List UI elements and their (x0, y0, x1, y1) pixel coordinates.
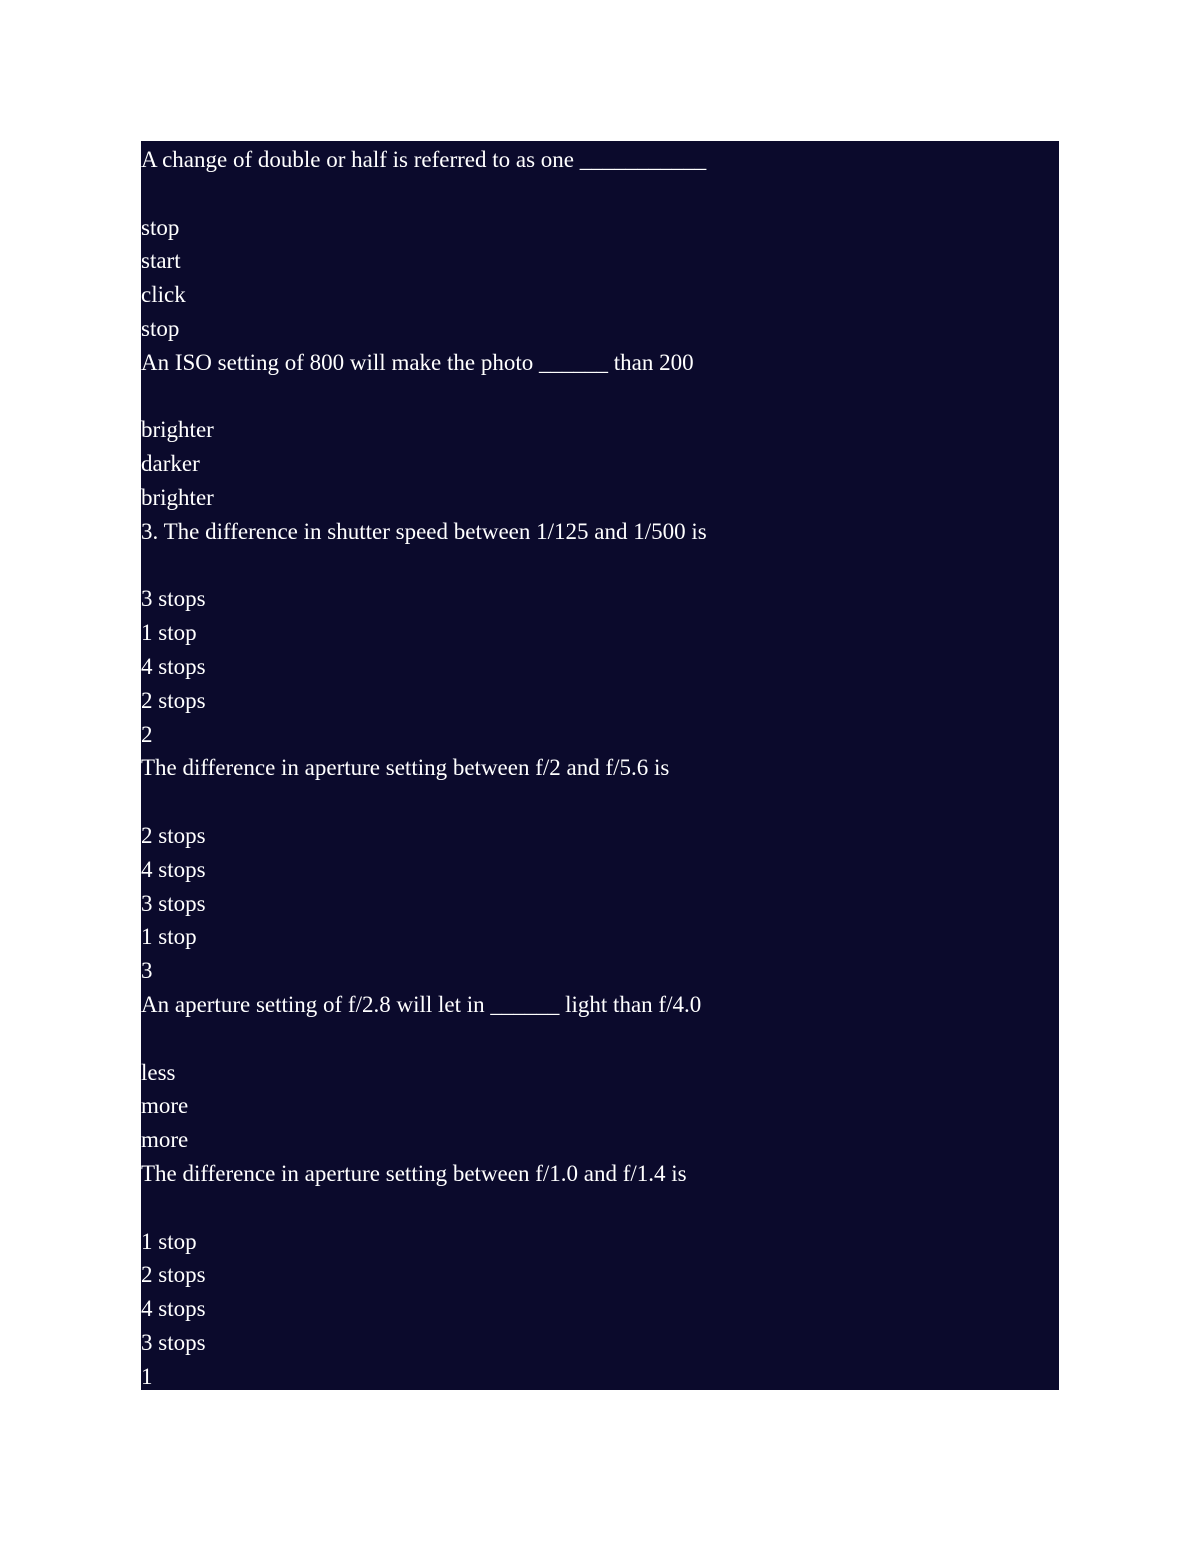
spacer (141, 1191, 1059, 1225)
spacer (141, 1022, 1059, 1056)
question-3-option-2: 1 stop (141, 620, 197, 646)
question-4-option-3: 3 stops (141, 890, 206, 916)
question-5-option-2: more (141, 1093, 189, 1119)
question-6-option-2: 2 stops (141, 1262, 206, 1288)
quiz-panel (141, 141, 1059, 1390)
question-5-option-1: less (141, 1059, 176, 1085)
question-4-text: The difference in aperture setting between f/2 and f/5.6 is (141, 755, 670, 781)
question-2-option-1: brighter (141, 417, 214, 443)
question-6-answer: 1 (141, 1363, 153, 1389)
question-1-text: A change of double or half is referred to as one ___________ (141, 147, 707, 172)
question-4-option-1: 2 stops (141, 822, 206, 848)
question-2-text: An ISO setting of 800 will make the photo ______ than 200 (141, 349, 694, 375)
question-6-text: The difference in aperture setting between f/1.0 and f/1.4 is (141, 1160, 687, 1186)
question-3-text: 3. The difference in shutter speed between 1/125 and 1/500 is (141, 518, 707, 544)
question-1-option-2: start (141, 248, 181, 274)
question-3-option-4: 2 stops (141, 687, 206, 713)
question-3-option-1: 3 stops (141, 586, 206, 612)
question-4-answer: 3 (141, 958, 153, 984)
question-6-option-1: 1 stop (141, 1228, 197, 1254)
question-2-answer: brighter (141, 484, 214, 510)
spacer (141, 549, 1059, 583)
question-2-option-2: darker (141, 451, 200, 477)
question-1-option-3: click (141, 282, 186, 308)
spacer (141, 785, 1059, 819)
question-5-answer: more (141, 1127, 189, 1153)
spacer (141, 380, 1059, 414)
question-1-answer: stop (141, 315, 180, 341)
question-3-answer: 2 (141, 721, 153, 747)
question-4-option-4: 1 stop (141, 924, 197, 950)
question-3-option-3: 4 stops (141, 653, 206, 679)
question-4-option-2: 4 stops (141, 856, 206, 882)
question-6-option-3: 4 stops (141, 1296, 206, 1322)
question-1-option-1: stop (141, 214, 180, 240)
question-6-option-4: 3 stops (141, 1329, 206, 1355)
question-5-text: An aperture setting of f/2.8 will let in ______ light than f/4.0 (141, 991, 702, 1017)
spacer (141, 177, 1059, 211)
